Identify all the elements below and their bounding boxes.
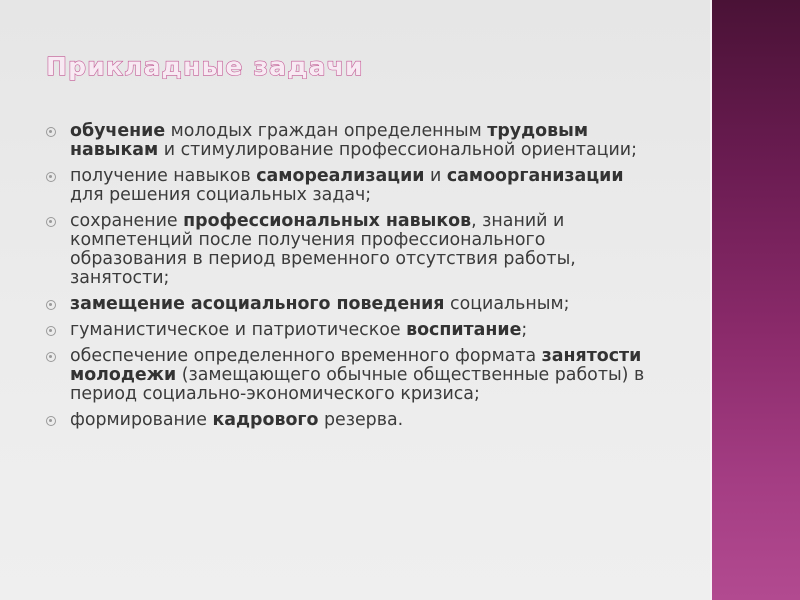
circle-dot-icon [46,172,56,182]
bullet-emphasis: обучение [70,121,166,141]
circle-dot-icon [46,217,56,227]
bullet-emphasis: замещение асоциального поведения [70,294,445,314]
bullet-text [70,166,624,205]
bullet-segment: молодых граждан определенным [165,121,488,141]
bullet-segment: резерва. [318,410,404,430]
bullet-segment: (замещающего обычные общественные работы) в период социально-экономического кризиса; [70,365,645,404]
bullet-text [70,320,527,340]
slide-title: Прикладные задачи [46,52,364,81]
bullet-segment: , знаний и компетенций после получения профессионального образования в период временного отсутствия работы, занятости; [70,211,576,288]
bullet-segment: обеспечение определенного временного формата [70,346,542,366]
bullet-segment: гуманистическое и патриотическое [70,320,407,340]
bullet-segment: ; [521,320,528,340]
bullet-emphasis: кадрового [212,410,319,430]
bullet-list [46,122,651,437]
circle-dot-icon [46,300,56,310]
bullet-emphasis: самоорганизации [446,166,624,186]
circle-dot-icon [46,127,56,137]
bullet-segment: для решения социальных задач; [70,185,372,205]
bullet-text [70,410,403,430]
bullet-item [46,411,651,430]
bullet-emphasis: самореализации [256,166,425,186]
bullet-text [70,346,644,404]
bullet-item [46,321,651,340]
bullet-item [46,295,651,314]
bullet-segment: и [424,166,447,186]
bullet-emphasis: профессиональных навыков [183,211,472,231]
bullet-item [46,122,651,160]
bullet-emphasis: трудовым навыкам [70,121,589,160]
bullet-item [46,347,651,404]
bullet-text [70,294,569,314]
bullet-emphasis: воспитание [406,320,522,340]
bullet-emphasis: занятости молодежи [70,346,642,385]
bullet-item [46,167,651,205]
circle-dot-icon [46,416,56,426]
bullet-segment: сохранение [70,211,184,231]
bullet-item [46,212,651,288]
bullet-text [70,211,576,288]
bullet-segment: и стимулирование профессиональной ориентации; [158,140,637,160]
circle-dot-icon [46,352,56,362]
bullet-text [70,121,637,160]
bullet-segment: социальным; [444,294,570,314]
circle-dot-icon [46,326,56,336]
bullet-segment: получение навыков [70,166,257,186]
side-decorative-band [712,0,800,600]
bullet-segment: формирование [70,410,213,430]
